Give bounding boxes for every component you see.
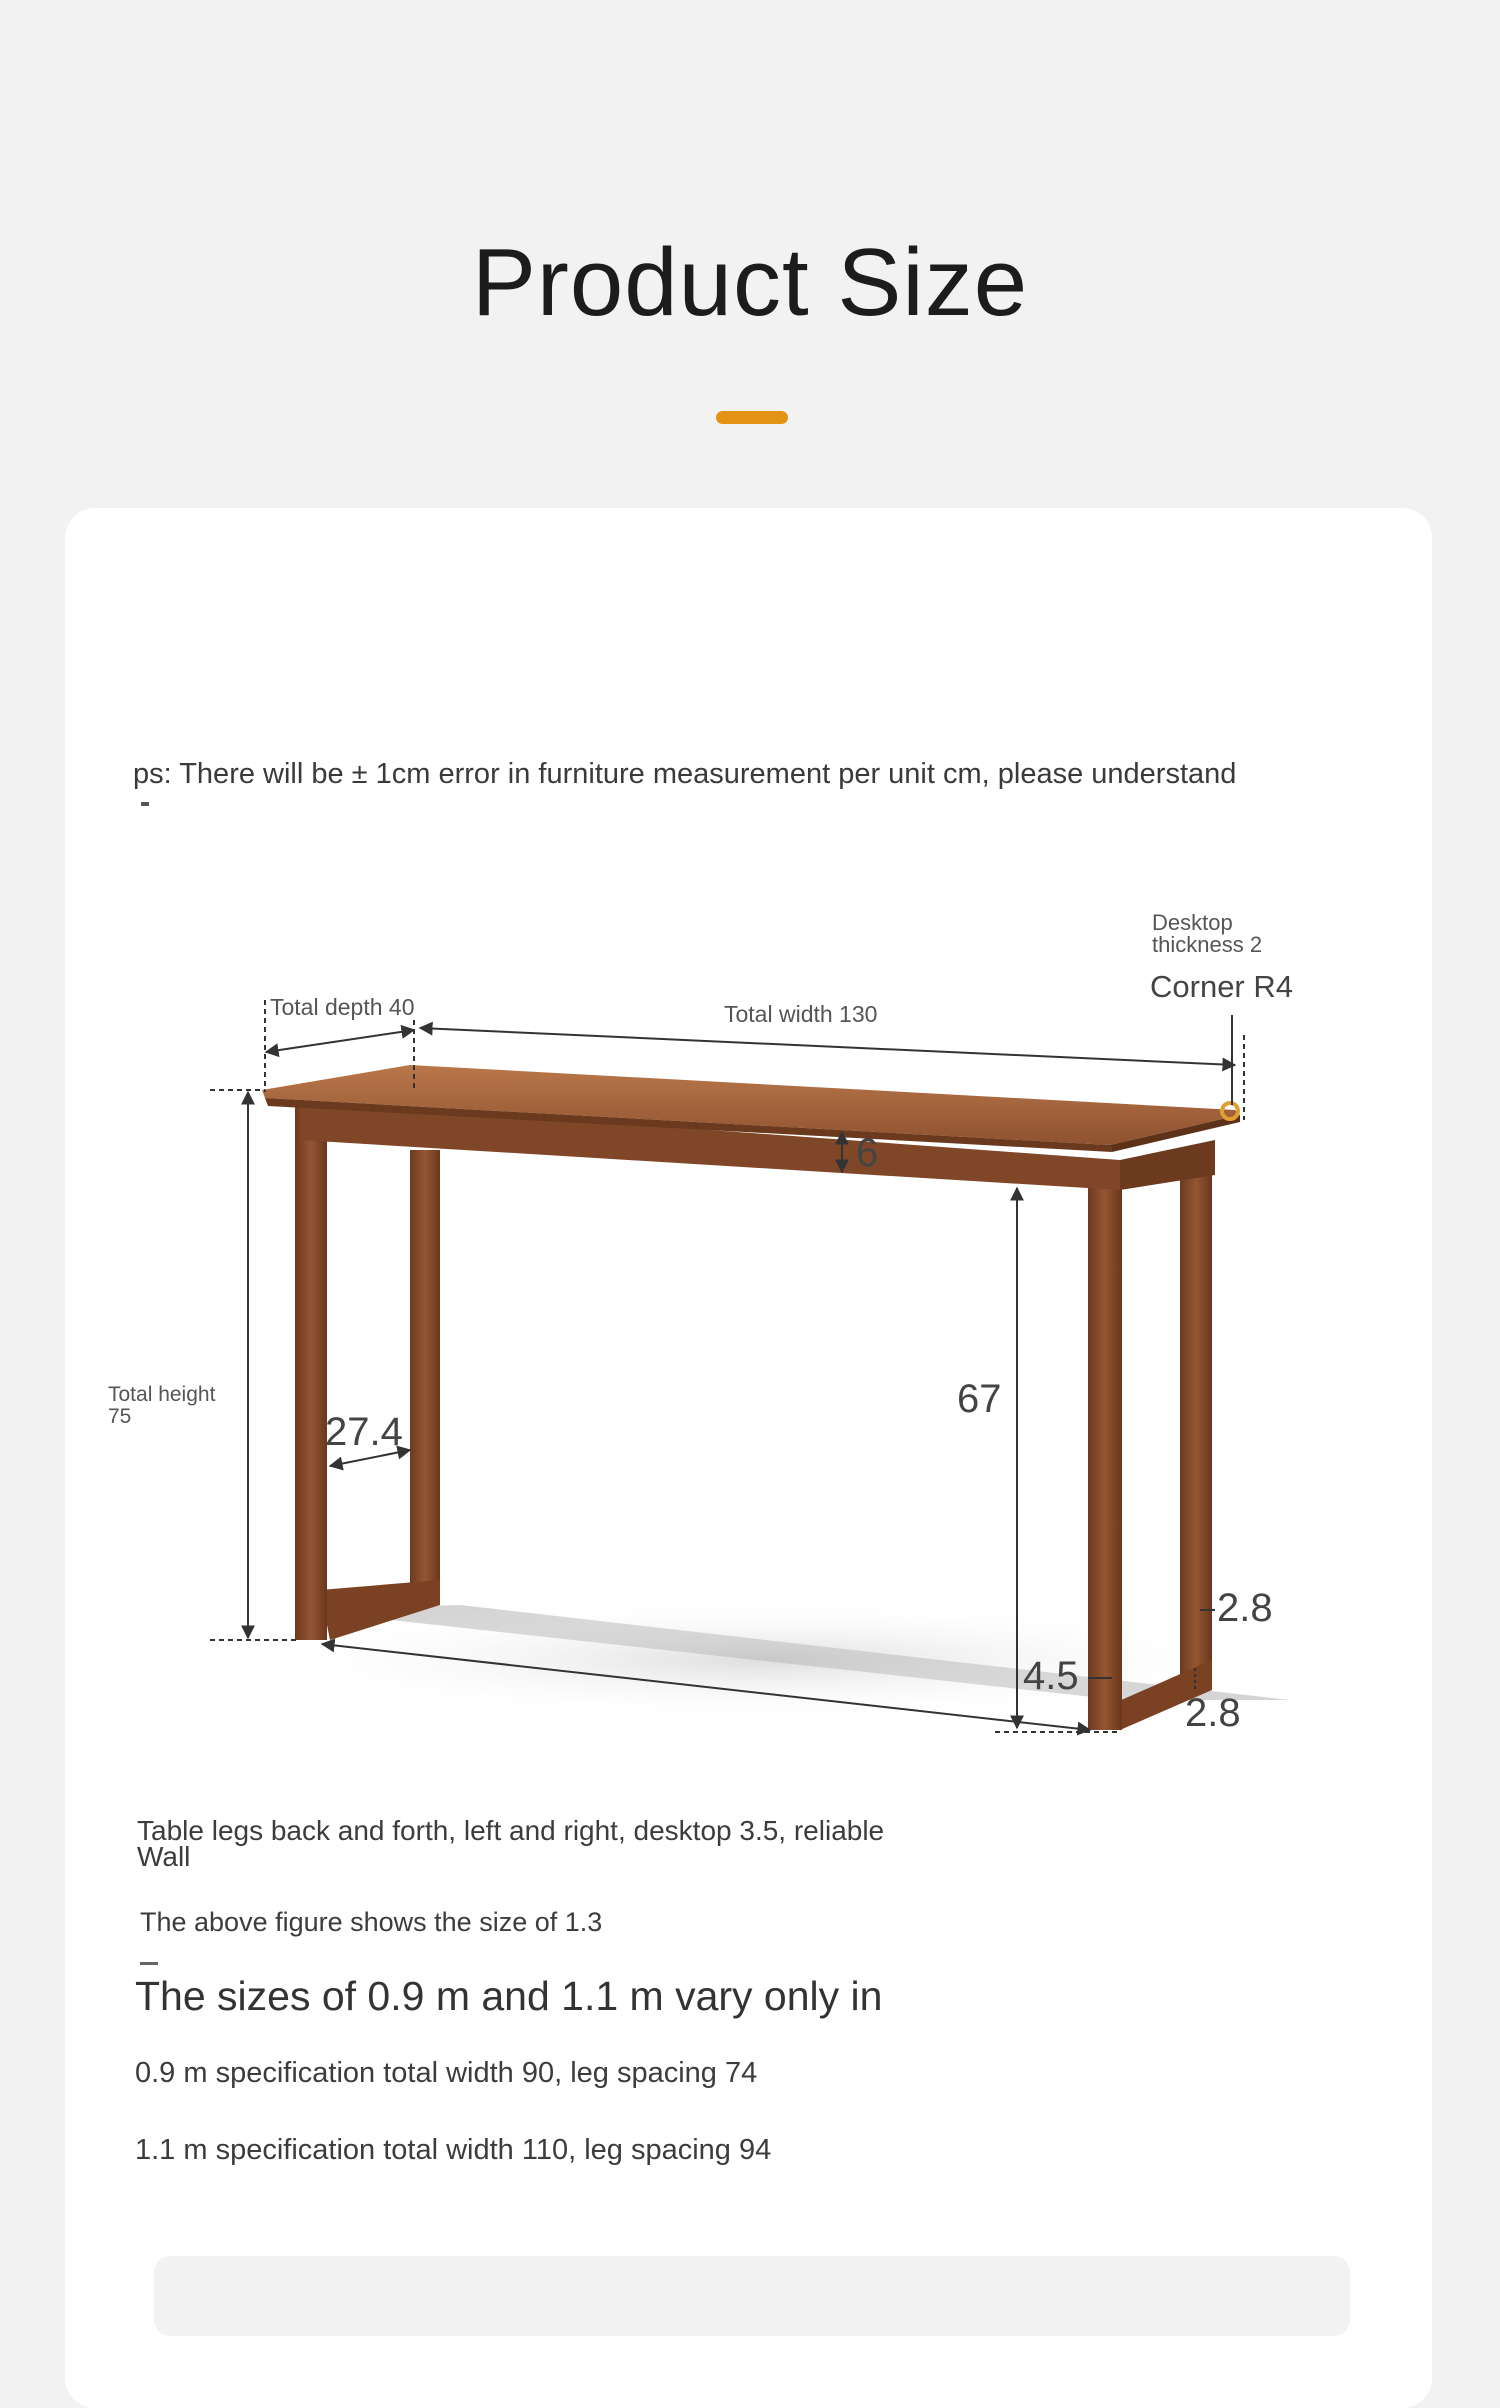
- total-depth-label: Total depth 40: [270, 994, 415, 1020]
- next-section-box: [154, 2256, 1350, 2336]
- depth-line: [266, 1030, 414, 1052]
- foot-height-value: 4.5: [1023, 1654, 1079, 1698]
- apron-height-value: 6: [856, 1131, 879, 1175]
- inner-depth-value: 27.4: [325, 1410, 403, 1454]
- legs-note-line1: Table legs back and forth, left and right, desktop 3.5, reliable: [137, 1815, 885, 1846]
- desktop-thickness-value: thickness 2: [1152, 932, 1263, 957]
- measurement-note: ps: There will be ± 1cm error in furniture measurement per unit cm, please understand: [133, 758, 1237, 790]
- leg-thickness-bottom-value: 2.8: [1185, 1691, 1241, 1735]
- figure-size-note: The above figure shows the size of 1.3: [140, 1907, 603, 1937]
- front-left-leg: [295, 1105, 327, 1640]
- corner-radius-label: Corner R4: [1150, 969, 1293, 1004]
- back-left-leg: [320, 1150, 440, 1640]
- front-right-leg: [1088, 1175, 1122, 1730]
- total-height-label: Total height: [108, 1383, 216, 1406]
- spec-0-9m: 0.9 m specification total width 90, leg spacing 74: [135, 2057, 758, 2089]
- spec-1-1m: 1.1 m specification total width 110, leg spacing 94: [135, 2134, 772, 2166]
- total-width-label: Total width 130: [724, 1001, 878, 1027]
- desktop-thickness-label: Desktop: [1152, 910, 1233, 935]
- total-height-value: 75: [108, 1405, 132, 1428]
- legs-note-line2: Wall: [137, 1841, 191, 1872]
- overflow-fragment: [140, 1962, 158, 1965]
- clearance-height-value: 67: [957, 1377, 1002, 1421]
- page-title: Product Size: [471, 229, 1029, 336]
- leg-thickness-side-value: 2.8: [1217, 1586, 1273, 1630]
- width-line: [420, 1028, 1235, 1065]
- sizes-heading: The sizes of 0.9 m and 1.1 m vary only in: [135, 1973, 883, 2019]
